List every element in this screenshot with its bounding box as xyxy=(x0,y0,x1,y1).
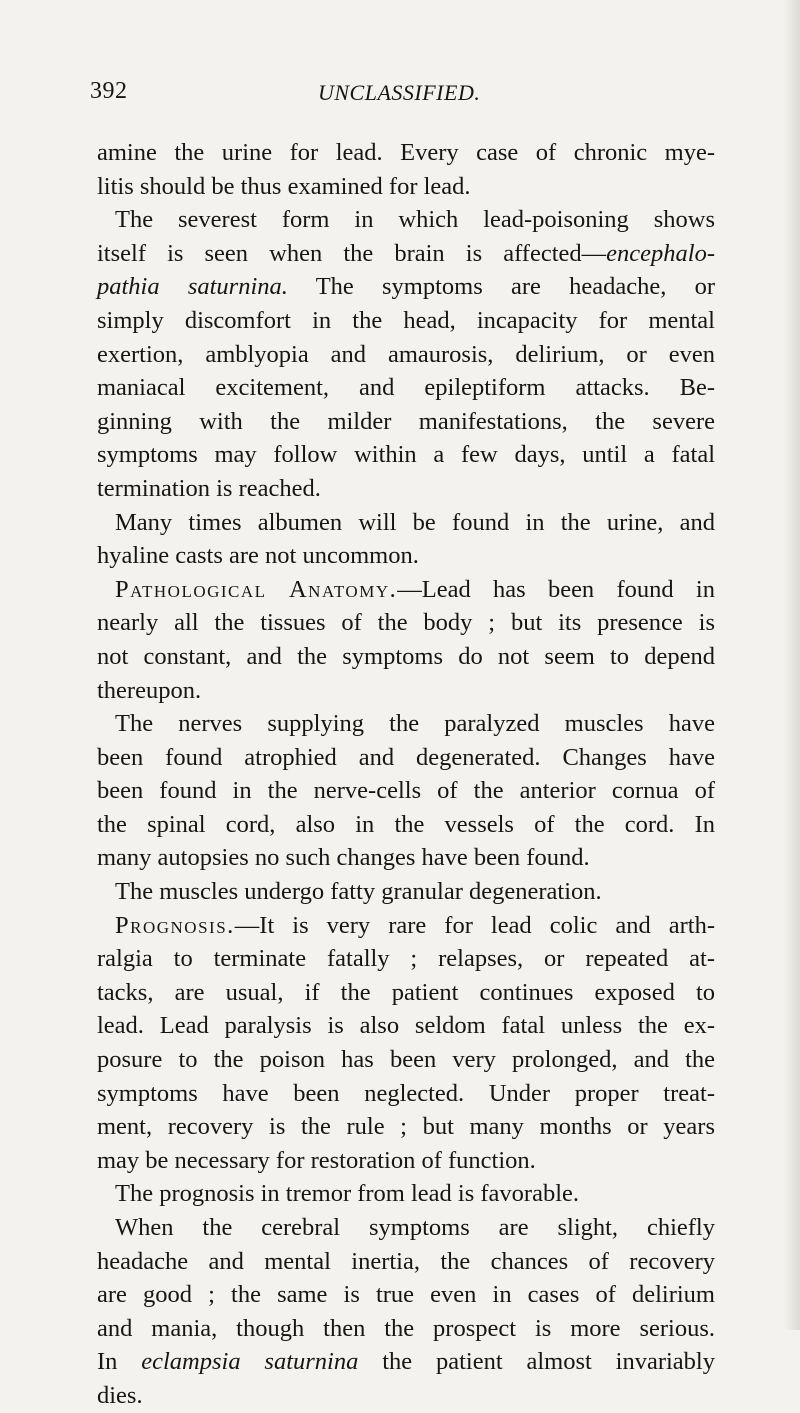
text-line xyxy=(97,674,715,708)
text-run: Many times albumen will be found in the urine, and xyxy=(115,508,715,536)
text-line xyxy=(97,506,715,540)
text-run: been found in the nerve-cells of the anterior cornua of xyxy=(97,777,715,805)
text-line xyxy=(97,774,715,808)
text-line xyxy=(97,371,715,405)
text-run: thereupon. xyxy=(97,676,202,704)
italic-term: pathia saturnina. xyxy=(97,273,288,301)
text-run: termination is reached. xyxy=(97,474,321,502)
text-run: litis should be thus examined for lead. xyxy=(97,172,471,200)
text-run: symptoms may follow within a few days, until a fatal xyxy=(97,441,715,469)
text-run: maniacal excitement, and epileptiform attacks. Be- xyxy=(97,374,715,402)
text-run: lead. Lead paralysis is also seldom fatal unless the ex- xyxy=(97,1012,715,1040)
section-heading: Prognosis. xyxy=(115,911,235,939)
text-run: been found atrophied and degenerated. Changes have xyxy=(97,743,715,771)
text-run: In xyxy=(97,1348,142,1376)
text-run: amine the urine for lead. Every case of chronic mye- xyxy=(97,139,715,166)
text-line xyxy=(97,304,715,338)
text-run: itself is seen when the brain is affected— xyxy=(97,239,607,267)
text-run: The muscles undergo fatty granular degeneration. xyxy=(115,878,602,906)
section-heading: Pathological Anatomy. xyxy=(115,575,398,603)
text-line xyxy=(97,438,715,472)
text-line xyxy=(97,909,715,943)
text-run: The prognosis in tremor from lead is favorable. xyxy=(115,1180,580,1208)
text-run: —Lead has been found in xyxy=(397,575,715,603)
text-line xyxy=(97,808,715,842)
text-run: the patient almost invariably xyxy=(358,1348,715,1376)
text-line xyxy=(97,875,715,909)
text-run: ralgia to terminate fatally ; relapses, or repeated at- xyxy=(97,945,715,973)
page-edge-shadow xyxy=(784,0,800,1330)
text-line xyxy=(97,1009,715,1043)
text-line xyxy=(97,1211,715,1245)
text-line xyxy=(97,1278,715,1312)
italic-term: eclampsia saturnina xyxy=(141,1348,359,1376)
text-line xyxy=(97,1345,715,1379)
italic-term: encephalo- xyxy=(606,239,715,267)
text-line xyxy=(97,1245,715,1279)
text-run: The severest form in which lead-poisoning shows xyxy=(115,206,715,234)
text-run: simply discomfort in the head, incapacity for mental xyxy=(97,306,715,334)
text-run: tacks, are usual, if the patient continues exposed to xyxy=(97,978,715,1006)
text-run: When the cerebral symptoms are slight, chiefly xyxy=(115,1214,715,1241)
text-line xyxy=(97,237,715,271)
text-run: The symptoms are headache, or xyxy=(287,273,716,301)
text-line xyxy=(97,1110,715,1144)
text-line xyxy=(97,1043,715,1077)
text-line xyxy=(97,707,715,741)
text-line xyxy=(97,1077,715,1111)
text-run: many autopsies no such changes have been found. xyxy=(97,844,590,872)
text-line xyxy=(97,203,715,237)
text-line xyxy=(97,136,715,170)
text-line xyxy=(97,539,715,573)
text-line xyxy=(97,573,715,607)
text-run: posure to the poison has been very prolonged, and the xyxy=(97,1046,715,1074)
text-line xyxy=(97,1379,715,1413)
text-line xyxy=(97,1312,715,1346)
text-run: nearly all the tissues of the body ; but its presence is xyxy=(97,609,715,637)
text-run: —It is very rare for lead colic and arth- xyxy=(234,911,715,939)
text-run: not constant, and the symptoms do not seem to depend xyxy=(97,642,715,670)
text-line xyxy=(97,405,715,439)
text-line xyxy=(97,338,715,372)
text-run: The nerves supplying the paralyzed muscles have xyxy=(115,710,715,738)
body-text xyxy=(97,136,715,1413)
text-run: the spinal cord, also in the vessels of the cord. In xyxy=(97,810,715,838)
running-head: UNCLASSIFIED. xyxy=(318,80,481,105)
text-run: dies. xyxy=(97,1381,143,1409)
text-line xyxy=(97,472,715,506)
text-line xyxy=(97,606,715,640)
text-run: ment, recovery is the rule ; but many months or years xyxy=(97,1113,715,1141)
page-header xyxy=(90,78,710,114)
page-number: 392 xyxy=(90,78,128,104)
text-line xyxy=(97,741,715,775)
text-run: ginning with the milder manifestations, the severe xyxy=(97,407,715,435)
text-run: and mania, though then the prospect is more serious. xyxy=(97,1314,715,1342)
text-run: exertion, amblyopia and amaurosis, delirium, or even xyxy=(97,340,715,368)
text-run: are good ; the same is true even in cases of delirium xyxy=(97,1281,715,1309)
text-run: may be necessary for restoration of function. xyxy=(97,1146,536,1174)
text-line xyxy=(97,841,715,875)
text-line xyxy=(97,640,715,674)
text-run: hyaline casts are not uncommon. xyxy=(97,542,419,570)
text-line xyxy=(97,1177,715,1211)
text-line xyxy=(97,170,715,204)
text-line xyxy=(97,942,715,976)
text-line xyxy=(97,270,715,304)
text-run: headache and mental inertia, the chances of recovery xyxy=(97,1247,715,1275)
text-run: symptoms have been neglected. Under proper treat- xyxy=(97,1079,715,1107)
text-line xyxy=(97,976,715,1010)
text-line xyxy=(97,1144,715,1178)
